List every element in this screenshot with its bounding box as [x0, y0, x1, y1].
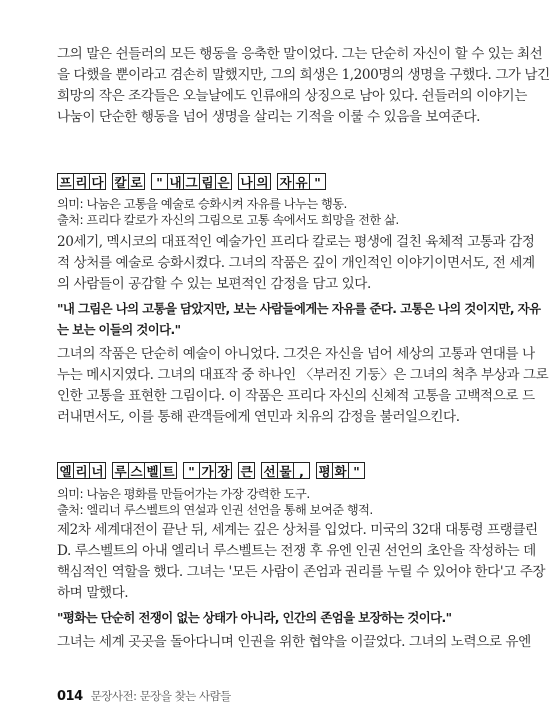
body-paragraph — [57, 344, 549, 428]
heading-cell: " — [183, 462, 200, 479]
heading-cell: " — [309, 173, 326, 190]
text-line: 그녀는 세계 곳곳을 돌아다니며 인권을 위한 협약을 이끌었다. 그녀의 노력으로 유엔 — [57, 634, 531, 650]
heading-word — [316, 462, 364, 479]
text-line: 러내면서도, 이를 통해 관객들에게 연민과 치유의 감정을 불러일으킨다. — [57, 409, 460, 425]
source-line: 출처: 엘리너 루스벨트의 연설과 인권 선언을 통해 보여준 행적. — [57, 503, 373, 517]
heading-cell: 다 — [89, 173, 106, 190]
heading-cell: 내 — [167, 173, 184, 190]
body-paragraph — [57, 520, 546, 604]
heading-cell: 은 — [215, 173, 232, 190]
heading-word — [112, 462, 176, 479]
heading-cell: 물 — [277, 462, 294, 479]
text-line: 인한 고통을 표현한 그림이다. 이 작품은 프리다 자신의 신체적 고통을 고백적으로 드 — [57, 388, 535, 404]
heading-cell: " — [348, 462, 365, 479]
heading-cell: , — [293, 462, 310, 479]
text-line: 그의 말은 쉰들러의 모든 행동을 응축한 말이었다. 그는 단순히 자신이 할 수 있는 최선 — [57, 46, 543, 62]
meaning-line: 의미: 나눔은 고통을 예술로 승화시켜 자유를 나누는 행동. — [57, 197, 347, 211]
text-line: 을 다했을 뿐이라고 겸손히 말했지만, 그의 희생은 1,200명의 생명을 구했다. 그가 남긴 — [57, 67, 550, 83]
body-paragraph — [57, 632, 531, 653]
source-line: 출처: 프리다 칼로가 자신의 그림으로 고통 속에서도 희망을 전한 삶. — [57, 213, 399, 227]
section-meta — [57, 486, 449, 518]
heading-cell: 트 — [160, 462, 177, 479]
heading-cell: 나 — [238, 173, 255, 190]
section-meta — [57, 196, 449, 228]
heading-cell: 리 — [73, 462, 90, 479]
text-line: 20세기, 멕시코의 대표적인 예술가인 프리다 칼로는 평생에 걸친 육체적 고통과 감정 — [57, 234, 535, 250]
section-heading-eleanor — [57, 459, 364, 481]
heading-cell: " — [151, 173, 168, 190]
intro-paragraph — [57, 44, 550, 128]
quote-line: "평화는 단순히 전쟁이 없는 상태가 아니라, 인간의 존엄을 보장하는 것이다." — [57, 610, 452, 625]
text-line: 나눔이 단순한 행동을 넘어 생명을 살리는 기적을 이룰 수 있음을 보여준다. — [57, 109, 481, 125]
body-paragraph — [57, 232, 535, 295]
text-line: 누는 메시지였다. 그녀의 대표작 중 하나인 〈부러진 기둥〉은 그녀의 척추 부상과 그로 — [57, 367, 549, 383]
book-title: 문장사전: 문장을 찾는 사람들 — [90, 689, 231, 703]
heading-word — [183, 462, 231, 479]
heading-cell: 스 — [128, 462, 145, 479]
text-line: 핵심적인 역할을 했다. 그녀는 '모든 사람이 존엄과 권리를 누릴 수 있어야 한다'고 주장 — [57, 564, 546, 580]
heading-word — [57, 173, 105, 190]
text-line: 희망의 작은 조각들은 오늘날에도 인류애의 상징으로 남아 있다. 쉰들러의 이야기는 — [57, 88, 527, 104]
heading-word — [238, 173, 270, 190]
heading-word — [261, 462, 309, 479]
heading-cell: 장 — [215, 462, 232, 479]
heading-cell: 큰 — [238, 462, 255, 479]
text-line: 제2차 세계대전이 끝난 뒤, 세계는 깊은 상처를 입었다. 미국의 32대 대통령 프랭클린 — [57, 522, 538, 538]
quote — [57, 298, 541, 340]
page-footer — [57, 688, 231, 704]
heading-cell: 림 — [199, 173, 216, 190]
heading-cell: 벨 — [144, 462, 161, 479]
text-line: 의 사람들이 공감할 수 있는 보편적인 감정을 담고 있다. — [57, 276, 371, 292]
text-line: 그녀의 작품은 단순히 예술이 아니었다. 그것은 자신을 넘어 세상의 고통과 연대를 나 — [57, 346, 535, 362]
text-line: 하며 말했다. — [57, 585, 129, 601]
page-number: 014 — [57, 689, 83, 704]
heading-cell: 리 — [73, 173, 90, 190]
heading-cell: 유 — [293, 173, 310, 190]
text-line: D. 루스벨트의 아내 엘리너 루스벨트는 전쟁 후 유엔 인권 선언의 초안을 작성하는 데 — [57, 543, 536, 559]
meaning-line: 의미: 나눔은 평화를 만들어가는 가장 강력한 도구. — [57, 487, 310, 501]
heading-word — [238, 462, 254, 479]
heading-cell: 프 — [57, 173, 74, 190]
heading-word — [57, 462, 105, 479]
heading-cell: 화 — [332, 462, 349, 479]
heading-cell: 너 — [89, 462, 106, 479]
heading-word — [151, 173, 231, 190]
heading-cell: 자 — [277, 173, 294, 190]
quote — [57, 607, 452, 628]
quote-line: "내 그림은 나의 고통을 담았지만, 보는 사람들에게는 자유를 준다. 고통은 나의 것이지만, 자유 — [57, 301, 541, 316]
heading-cell: 가 — [199, 462, 216, 479]
quote-line: 는 보는 이들의 것이다." — [57, 322, 181, 337]
heading-cell: 평 — [316, 462, 333, 479]
heading-cell: 칼 — [112, 173, 129, 190]
heading-cell: 로 — [128, 173, 145, 190]
section-heading-frida — [57, 170, 325, 192]
heading-cell: 선 — [261, 462, 278, 479]
text-line: 적 상처를 예술로 승화시켰다. 그녀의 작품은 깊이 개인적인 이야기이면서도, 전 세계 — [57, 255, 535, 271]
heading-cell: 그 — [183, 173, 200, 190]
heading-cell: 엘 — [57, 462, 74, 479]
heading-word — [277, 173, 325, 190]
heading-cell: 루 — [112, 462, 129, 479]
heading-cell: 의 — [254, 173, 271, 190]
heading-word — [112, 173, 144, 190]
